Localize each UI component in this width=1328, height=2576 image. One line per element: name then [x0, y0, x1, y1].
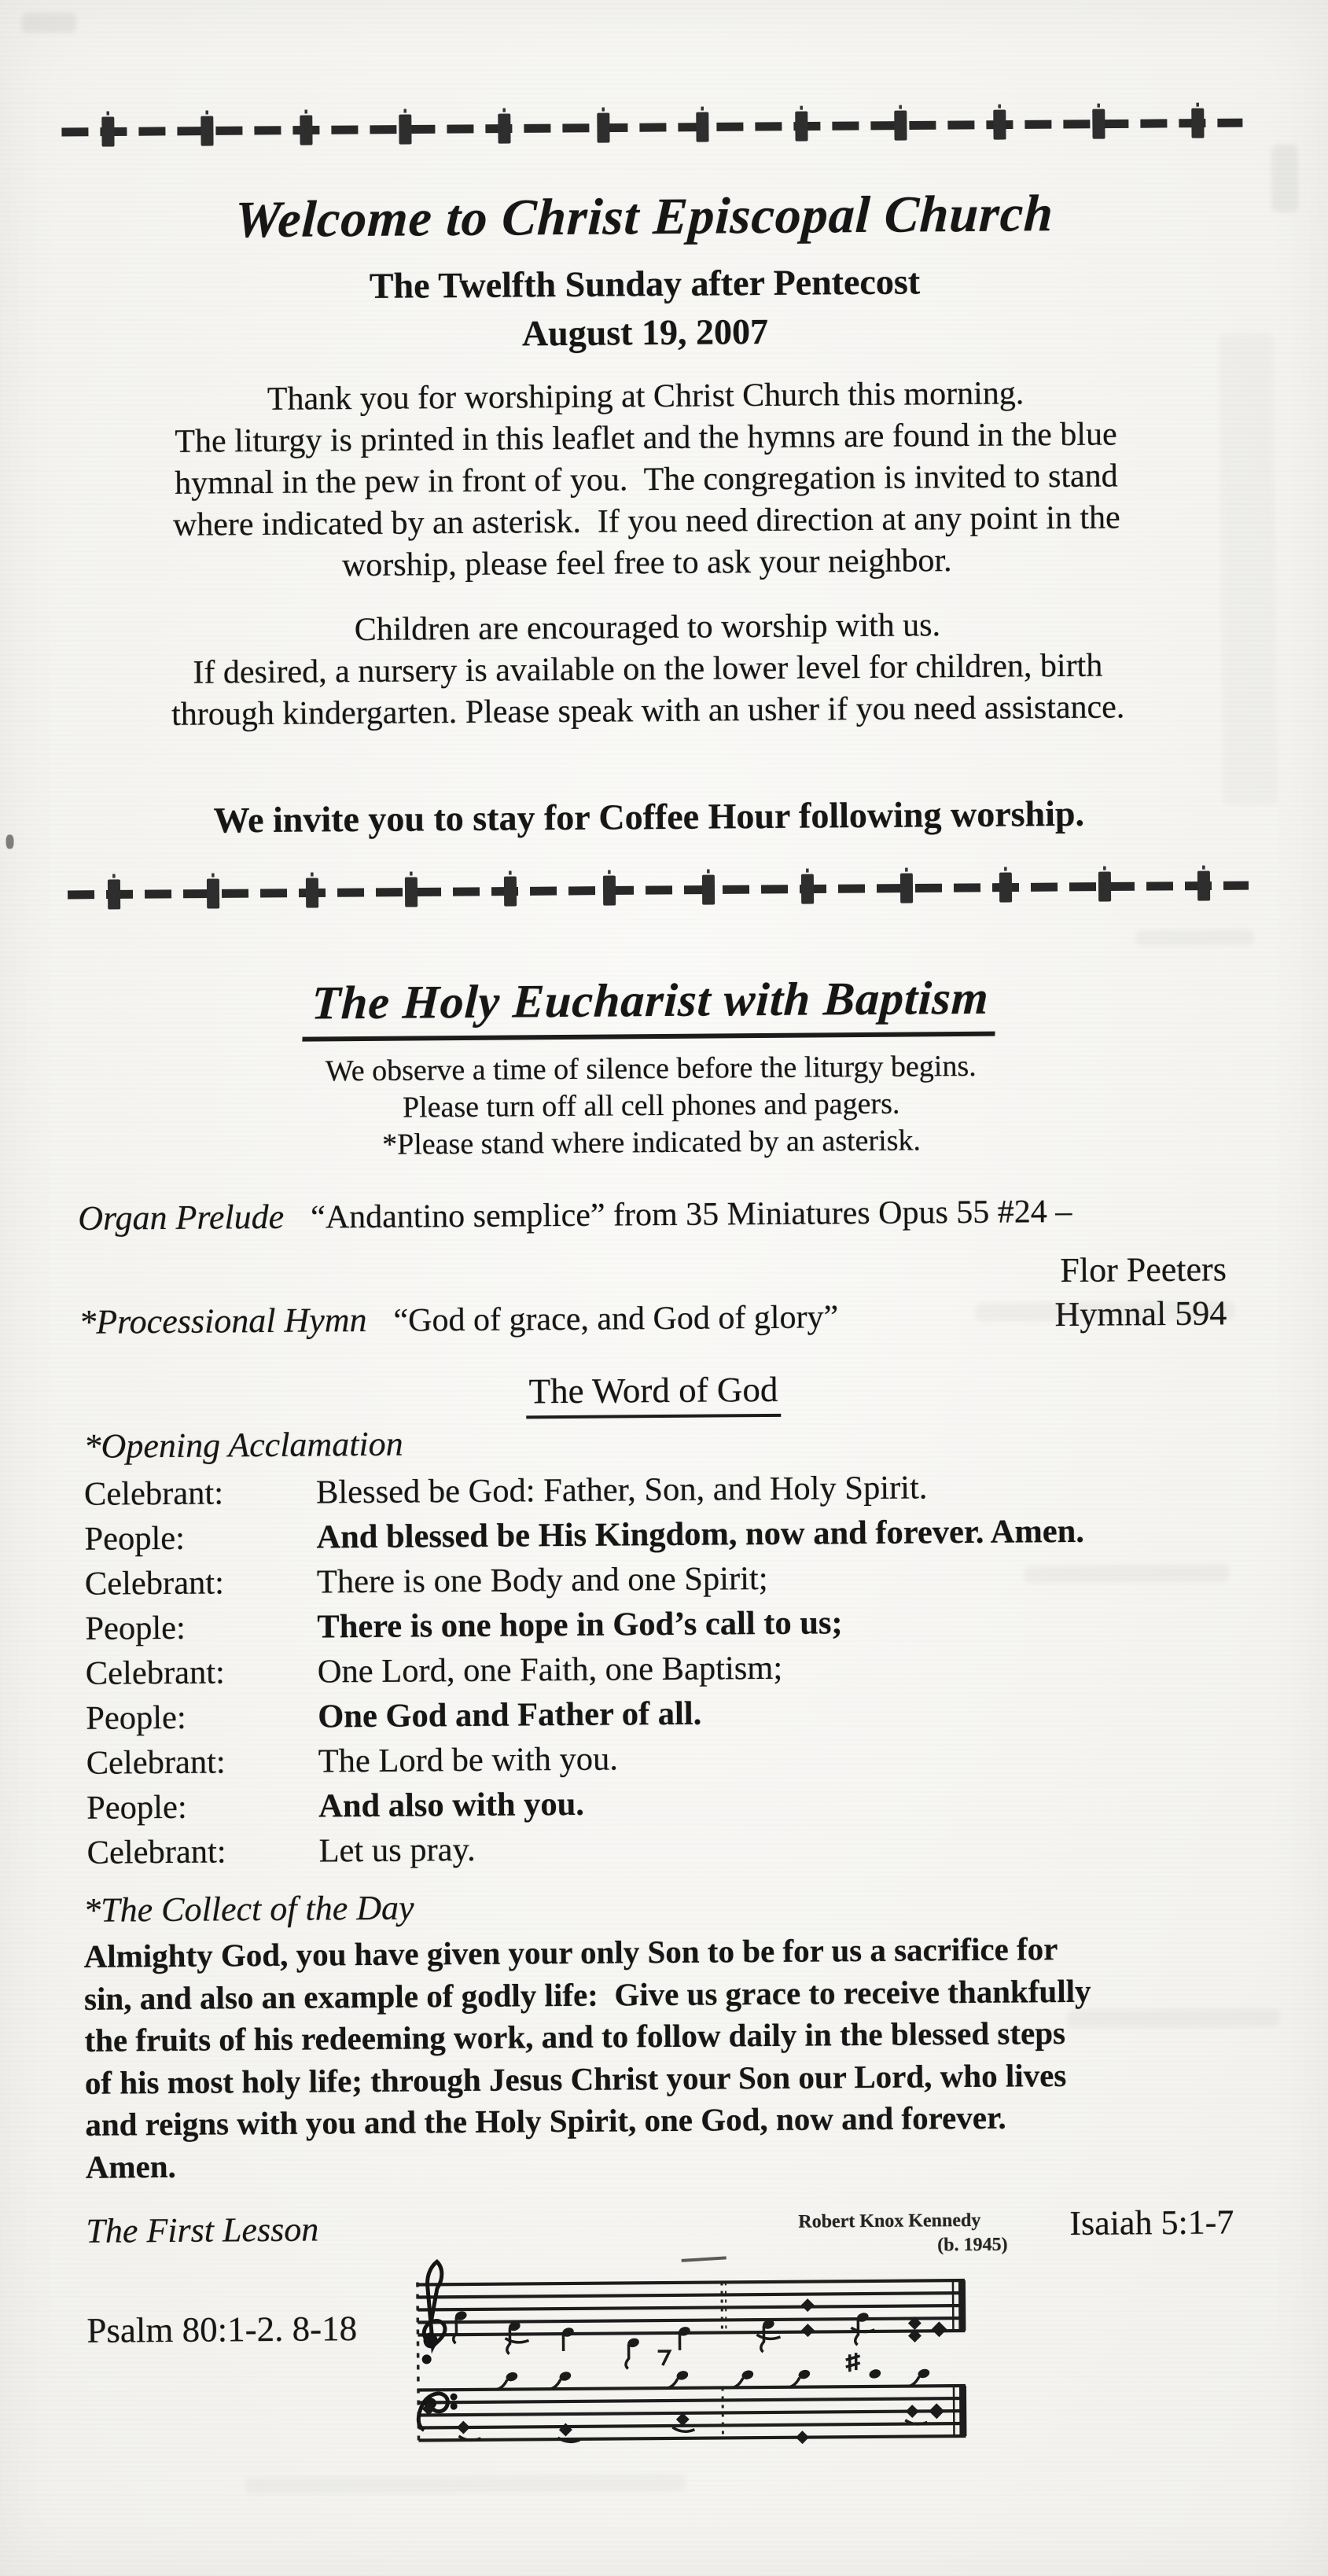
psalm-label: Psalm 80:1-2. 8-18	[86, 2309, 358, 2350]
dialogue-response: Blessed be God: Father, Son, and Holy Spirit.	[315, 1469, 928, 1511]
psalm-composer: Robert Knox Kennedy	[798, 2210, 981, 2232]
organ-prelude-label: Organ Prelude	[78, 1197, 285, 1238]
dialogue-response: The Lord be with you.	[318, 1740, 619, 1780]
intro-paragraph: Thank you for worshiping at Christ Church this morning. The liturgy is printed in this leaflet and the hymns are found in the blue hymnal in the pew in front of you. The congregation is invited to stand where indicated by an asterisk. If you need direction at any point in the worship, please feel free to ask your neighbor.	[172, 375, 1120, 584]
dialogue-response: Let us pray.	[318, 1831, 476, 1870]
service-notes: We observe a time of silence before the liturgy begins. Please turn off all cell phones and pagers. *Please stand where indicated by an asterisk.	[325, 1049, 977, 1161]
dialogue-speaker: People:	[85, 1609, 186, 1647]
dialogue-speaker: People:	[86, 1698, 186, 1737]
dialogue-speaker: Celebrant:	[86, 1743, 226, 1782]
word-of-god-heading: The Word of God	[525, 1369, 781, 1419]
scan-artifact	[1219, 333, 1278, 806]
children-paragraph: Children are encouraged to worship with us. If desired, a nursery is available on the lower level for children, birth through kindergarten. Please speak with an usher if you need assistance.	[171, 607, 1125, 733]
first-lesson-row	[86, 2202, 1234, 2250]
scan-artifact	[245, 2474, 686, 2494]
scan-artifact	[975, 1301, 1234, 1322]
first-lesson-label: The First Lesson	[86, 2210, 319, 2250]
psalm-chant-notation	[410, 2245, 978, 2454]
church-welcome-title: Welcome to Christ Episcopal Church	[234, 185, 1055, 249]
word-of-god-row	[79, 1365, 1227, 1422]
dialogue-response: There is one hope in God’s call to us;	[317, 1604, 843, 1646]
dialogue-speaker: People:	[86, 1788, 187, 1827]
scan-artifact	[1271, 145, 1299, 212]
sunday-subtitle: The Twelfth Sunday after Pentecost	[369, 261, 921, 306]
cross-dash-border-top	[58, 98, 1245, 157]
organ-prelude-row	[78, 1189, 1226, 1238]
opening-acclamation-label: *Opening Acclamation	[83, 1424, 403, 1466]
service-date: August 19, 2007	[521, 311, 769, 354]
scan-artifact	[6, 834, 13, 848]
dialogue-response: And blessed be His Kingdom, now and forever. Amen.	[316, 1512, 1085, 1556]
dialogue-speaker: Celebrant:	[83, 1474, 224, 1513]
processional-hymn-piece: “God of grace, and God of glory”	[393, 1299, 839, 1339]
dialogue-speaker: People:	[84, 1519, 186, 1558]
dialogue-response: And also with you.	[318, 1785, 585, 1825]
organ-prelude-piece: “Andantino semplice” from 35 Miniatures Opus 55 #24 –	[311, 1193, 1072, 1236]
dialogue-response: One God and Father of all.	[318, 1695, 702, 1735]
dialogue-speaker: Celebrant:	[86, 1833, 226, 1871]
organ-prelude-composer: Flor Peeters	[1060, 1249, 1227, 1290]
collect-heading: *The Collect of the Day	[83, 1888, 414, 1930]
service-title: The Holy Eucharist with Baptism	[303, 971, 999, 1042]
psalm-composer-birth: (b. 1945)	[937, 2234, 1008, 2256]
dialogue-list	[84, 1463, 1231, 1875]
scan-artifact	[1135, 929, 1253, 946]
dialogue-row	[86, 1821, 1231, 1875]
first-lesson-ref: Isaiah 5:1-7	[1069, 2202, 1234, 2243]
dialogue-response: There is one Body and one Spirit;	[316, 1559, 768, 1601]
scan-artifact	[21, 13, 76, 34]
collect-text: Almighty God, you have given your only Son to be for us a sacrifice for sin, and also an example of godly life: Give us grace to receive thankfully the fruits of his redeeming work, and to follow daily in the blessed steps of his most holy life; through Jesus Christ your Son our Lord, who lives and reigns with you and the Holy Spirit, one God, now and forever. Amen.	[83, 1930, 1091, 2185]
dialogue-response: One Lord, one Faith, one Baptism;	[317, 1649, 783, 1691]
processional-hymn-ref: Hymnal 594	[1054, 1294, 1227, 1334]
service-title-row	[76, 969, 1225, 1043]
dialogue-speaker: Celebrant:	[84, 1564, 225, 1603]
dialogue-speaker: Celebrant:	[85, 1654, 226, 1692]
scan-artifact	[1067, 2008, 1279, 2029]
cross-dash-border-bottom	[64, 860, 1252, 920]
processional-hymn-label: *Processional Hymn	[79, 1300, 367, 1341]
coffee-hour-line: We invite you to stay for Coffee Hour following worship.	[213, 793, 1085, 841]
scan-artifact	[1025, 1564, 1229, 1583]
